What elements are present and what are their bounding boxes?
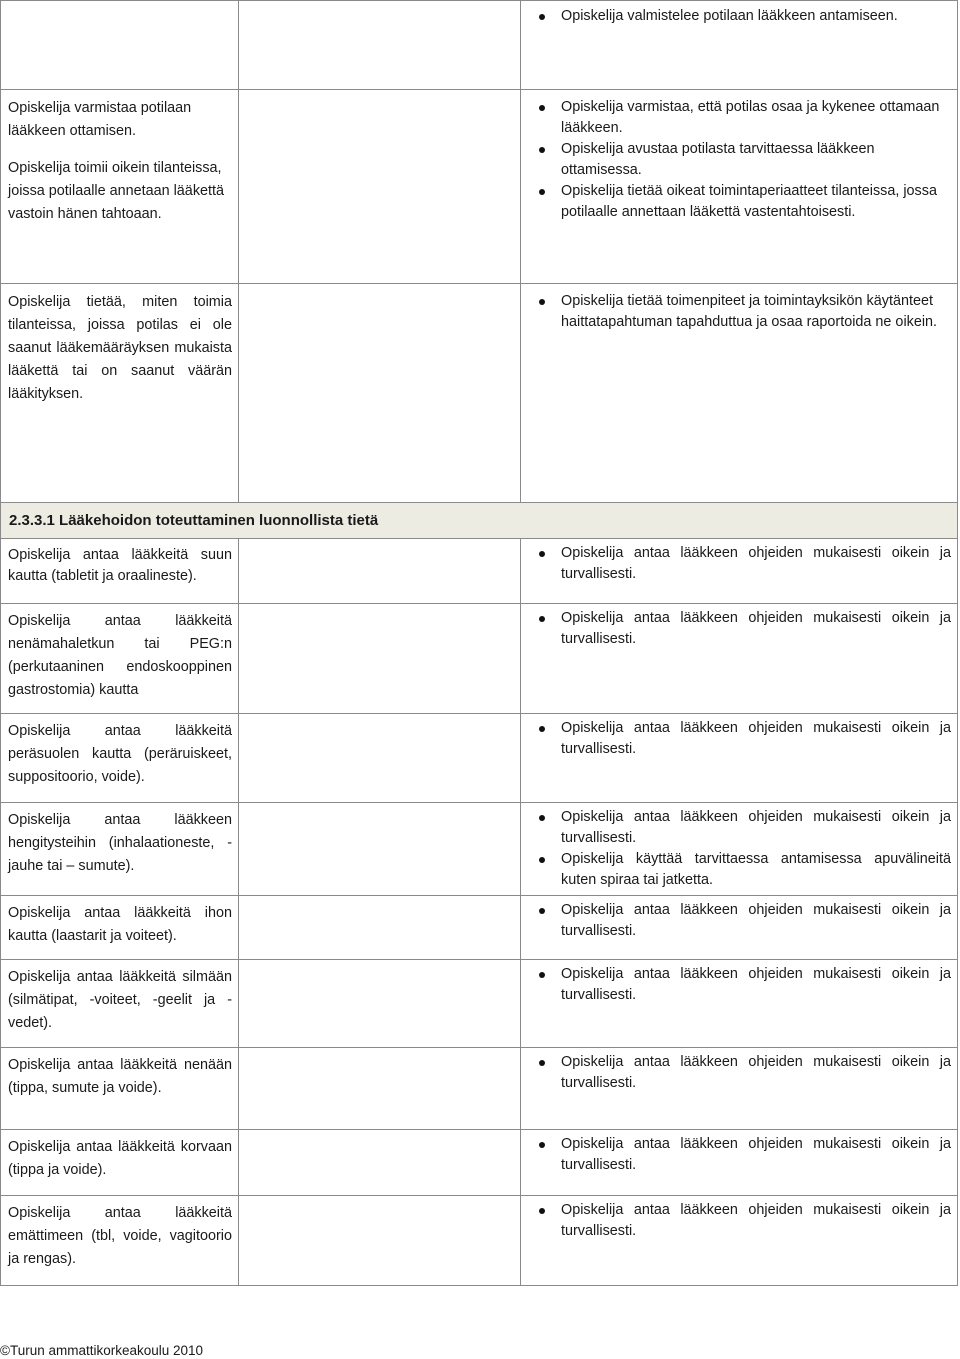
method-cell: Opiskelija antaa lääkkeitä suun kautta (tabletit ja oraalineste).: [1, 539, 239, 604]
list-item: Opiskelija antaa lääkkeen ohjeiden mukaisesti oikein ja turvallisesti.: [529, 1052, 951, 1094]
list-item: Opiskelija antaa lääkkeen ohjeiden mukaisesti oikein ja turvallisesti.: [529, 718, 951, 760]
objective-text: Opiskelija toimii oikein tilanteissa, joissa potilaalle annetaan lääkettä vastoin hänen tahtoaan.: [8, 160, 225, 222]
list-item: Opiskelija antaa lääkkeen ohjeiden mukaisesti oikein ja turvallisesti.: [529, 900, 951, 942]
method-cell: Opiskelija antaa lääkkeitä silmään (silmätipat, -voiteet, -geelit ja - vedet).: [1, 960, 239, 1048]
blank-cell: [239, 539, 521, 604]
blank-cell: [239, 1048, 521, 1130]
table-row: [1, 90, 958, 284]
blank-cell: [239, 896, 521, 960]
list-item: Opiskelija varmistaa, että potilas osaa ja kykenee ottamaan lääkkeen.: [529, 97, 951, 139]
table-row: [1, 960, 958, 1048]
list-item: Opiskelija antaa lääkkeen ohjeiden mukaisesti oikein ja turvallisesti.: [529, 543, 951, 585]
criteria-cell: [521, 896, 958, 960]
criteria-cell: [521, 803, 958, 896]
criteria-cell: [521, 960, 958, 1048]
criteria-cell: [521, 1048, 958, 1130]
criteria-cell: [521, 1196, 958, 1286]
blank-cell: [239, 960, 521, 1048]
blank-cell: [239, 1, 521, 90]
section-header-row: [1, 503, 958, 539]
table-row: [1, 539, 958, 604]
blank-cell: [239, 714, 521, 803]
table-row: [1, 604, 958, 714]
criteria-list: [529, 6, 951, 27]
section-title: 2.3.3.1 Lääkehoidon toteuttaminen luonnollista tietä: [1, 503, 958, 539]
criteria-cell: [521, 1130, 958, 1196]
criteria-cell: [521, 714, 958, 803]
blank-cell: [239, 1130, 521, 1196]
list-item: Opiskelija valmistelee potilaan lääkkeen antamiseen.: [529, 6, 951, 27]
list-item: Opiskelija antaa lääkkeen ohjeiden mukaisesti oikein ja turvallisesti.: [529, 807, 951, 849]
criteria-cell: [521, 539, 958, 604]
blank-cell: [239, 803, 521, 896]
method-cell: Opiskelija antaa lääkkeitä peräsuolen kautta (peräruiskeet, suppositoorio, voide).: [1, 714, 239, 803]
table-row: [1, 1048, 958, 1130]
list-item: Opiskelija antaa lääkkeen ohjeiden mukaisesti oikein ja turvallisesti.: [529, 1200, 951, 1242]
list-item: Opiskelija avustaa potilasta tarvittaessa lääkkeen ottamisessa.: [529, 139, 951, 181]
method-cell: Opiskelija antaa lääkkeen hengitysteihin (inhalaationeste, - jauhe tai – sumute).: [1, 803, 239, 896]
table-row: [1, 1, 958, 90]
criteria-list: [529, 97, 951, 223]
table-row: [1, 714, 958, 803]
method-cell: Opiskelija antaa lääkkeitä ihon kautta (laastarit ja voiteet).: [1, 896, 239, 960]
objective-text: Opiskelija tietää, miten toimia tilanteissa, joissa potilas ei ole saanut lääkemääräyksen mukaista lääkettä tai on saanut väärän lääkityksen.: [8, 294, 232, 402]
table-row: [1, 1196, 958, 1286]
list-item: Opiskelija antaa lääkkeen ohjeiden mukaisesti oikein ja turvallisesti.: [529, 608, 951, 650]
criteria-cell: [521, 90, 958, 284]
objective-cell: [1, 1, 239, 90]
table-row: [1, 1130, 958, 1196]
method-cell: Opiskelija antaa lääkkeitä korvaan (tippa ja voide).: [1, 1130, 239, 1196]
objective-cell: [1, 284, 239, 503]
blank-cell: [239, 1196, 521, 1286]
table-row: [1, 803, 958, 896]
blank-cell: [239, 604, 521, 714]
criteria-cell: [521, 1, 958, 90]
method-cell: Opiskelija antaa lääkkeitä nenään (tippa, sumute ja voide).: [1, 1048, 239, 1130]
table-row: [1, 284, 958, 503]
blank-cell: [239, 284, 521, 503]
blank-cell: [239, 90, 521, 284]
footer-copyright: ©Turun ammattikorkeakoulu 2010: [0, 1343, 204, 1358]
objective-text: Opiskelija varmistaa potilaan lääkkeen ottamisen.: [8, 100, 192, 139]
list-item: Opiskelija tietää toimenpiteet ja toimintayksikön käytänteet haittatapahtuman tapahduttua ja osaa raportoida ne oikein.: [529, 291, 951, 333]
criteria-cell: [521, 284, 958, 503]
criteria-cell: [521, 604, 958, 714]
list-item: Opiskelija antaa lääkkeen ohjeiden mukaisesti oikein ja turvallisesti.: [529, 1134, 951, 1176]
method-cell: Opiskelija antaa lääkkeitä emättimeen (tbl, voide, vagitoorio ja rengas).: [1, 1196, 239, 1286]
method-cell: Opiskelija antaa lääkkeitä nenämahaletkun tai PEG:n (perkutaaninen endoskooppinen gastrostomia) kautta: [1, 604, 239, 714]
objective-cell: [1, 90, 239, 284]
table-row: [1, 896, 958, 960]
list-item: Opiskelija tietää oikeat toimintaperiaatteet tilanteissa, jossa potilaalle annettaan lääkettä vastentahtoisesti.: [529, 181, 951, 223]
list-item: Opiskelija antaa lääkkeen ohjeiden mukaisesti oikein ja turvallisesti.: [529, 964, 951, 1006]
criteria-list: [529, 291, 951, 333]
list-item: Opiskelija käyttää tarvittaessa antamisessa apuvälineitä kuten spiraa tai jatketta.: [529, 849, 951, 891]
